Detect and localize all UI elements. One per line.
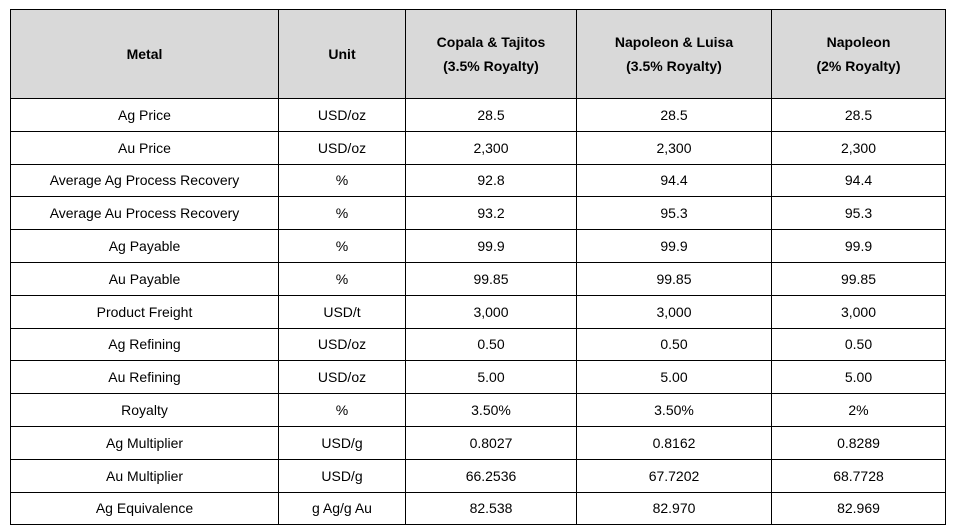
napoleon-luisa-cell: 0.50 <box>577 328 772 361</box>
unit-cell: % <box>279 164 406 197</box>
header-napoleon <box>772 10 946 99</box>
copala-tajitos-cell: 2,300 <box>406 131 577 164</box>
table-row <box>11 295 946 328</box>
unit-cell: USD/g <box>279 459 406 492</box>
napoleon-cell: 0.8289 <box>772 426 946 459</box>
napoleon-cell: 94.4 <box>772 164 946 197</box>
napoleon-luisa-cell: 99.9 <box>577 230 772 263</box>
metal-cell: Ag Price <box>11 99 279 132</box>
metal-cell: Ag Equivalence <box>11 492 279 525</box>
metal-cell: Ag Multiplier <box>11 426 279 459</box>
copala-tajitos-cell: 92.8 <box>406 164 577 197</box>
napoleon-cell: 3,000 <box>772 295 946 328</box>
table-row <box>11 230 946 263</box>
table-row <box>11 492 946 525</box>
header-line: (2% Royalty) <box>816 58 901 74</box>
napoleon-luisa-cell: 82.970 <box>577 492 772 525</box>
metal-cell: Royalty <box>11 394 279 427</box>
copala-tajitos-cell: 0.50 <box>406 328 577 361</box>
header-row <box>11 10 946 99</box>
napoleon-luisa-cell: 3.50% <box>577 394 772 427</box>
header-line: Napoleon & Luisa <box>614 34 734 50</box>
napoleon-luisa-cell: 67.7202 <box>577 459 772 492</box>
table-row <box>11 164 946 197</box>
unit-cell: % <box>279 197 406 230</box>
metal-cell: Au Multiplier <box>11 459 279 492</box>
metal-cell: Average Ag Process Recovery <box>11 164 279 197</box>
copala-tajitos-cell: 0.8027 <box>406 426 577 459</box>
copala-tajitos-cell: 99.9 <box>406 230 577 263</box>
napoleon-cell: 95.3 <box>772 197 946 230</box>
napoleon-cell: 68.7728 <box>772 459 946 492</box>
copala-tajitos-cell: 99.85 <box>406 262 577 295</box>
napoleon-cell: 2,300 <box>772 131 946 164</box>
napoleon-cell: 5.00 <box>772 361 946 394</box>
unit-cell: % <box>279 230 406 263</box>
header-metal: Metal <box>11 10 279 99</box>
unit-cell: USD/oz <box>279 361 406 394</box>
napoleon-luisa-cell: 28.5 <box>577 99 772 132</box>
copala-tajitos-cell: 28.5 <box>406 99 577 132</box>
napoleon-cell: 99.85 <box>772 262 946 295</box>
table-row <box>11 197 946 230</box>
header-line: (3.5% Royalty) <box>626 58 722 74</box>
unit-cell: USD/oz <box>279 131 406 164</box>
unit-cell: USD/t <box>279 295 406 328</box>
napoleon-luisa-cell: 2,300 <box>577 131 772 164</box>
napoleon-luisa-cell: 99.85 <box>577 262 772 295</box>
metal-cell: Ag Payable <box>11 230 279 263</box>
copala-tajitos-cell: 3,000 <box>406 295 577 328</box>
napoleon-luisa-cell: 94.4 <box>577 164 772 197</box>
table-row <box>11 426 946 459</box>
unit-cell: USD/oz <box>279 328 406 361</box>
table-row <box>11 328 946 361</box>
copala-tajitos-cell: 82.538 <box>406 492 577 525</box>
copala-tajitos-cell: 93.2 <box>406 197 577 230</box>
unit-cell: USD/g <box>279 426 406 459</box>
header-napoleon-luisa <box>577 10 772 99</box>
header-line: (3.5% Royalty) <box>443 58 539 74</box>
metal-cell: Average Au Process Recovery <box>11 197 279 230</box>
table-row <box>11 394 946 427</box>
table-row <box>11 99 946 132</box>
napoleon-cell: 28.5 <box>772 99 946 132</box>
metal-cell: Ag Refining <box>11 328 279 361</box>
copala-tajitos-cell: 5.00 <box>406 361 577 394</box>
metal-cell: Au Price <box>11 131 279 164</box>
header-copala-tajitos <box>406 10 577 99</box>
metal-cell: Product Freight <box>11 295 279 328</box>
table-row <box>11 459 946 492</box>
napoleon-luisa-cell: 95.3 <box>577 197 772 230</box>
unit-cell: USD/oz <box>279 99 406 132</box>
napoleon-cell: 82.969 <box>772 492 946 525</box>
unit-cell: % <box>279 394 406 427</box>
header-unit: Unit <box>279 10 406 99</box>
unit-cell: % <box>279 262 406 295</box>
metal-cell: Au Refining <box>11 361 279 394</box>
header-line: Copala & Tajitos <box>436 34 546 50</box>
table-row <box>11 131 946 164</box>
napoleon-luisa-cell: 3,000 <box>577 295 772 328</box>
header-line: Napoleon <box>826 34 891 50</box>
copala-tajitos-cell: 3.50% <box>406 394 577 427</box>
napoleon-luisa-cell: 5.00 <box>577 361 772 394</box>
metal-assumptions-table <box>10 9 946 525</box>
napoleon-cell: 2% <box>772 394 946 427</box>
napoleon-luisa-cell: 0.8162 <box>577 426 772 459</box>
unit-cell: g Ag/g Au <box>279 492 406 525</box>
table-row <box>11 262 946 295</box>
table-row <box>11 361 946 394</box>
napoleon-cell: 0.50 <box>772 328 946 361</box>
napoleon-cell: 99.9 <box>772 230 946 263</box>
copala-tajitos-cell: 66.2536 <box>406 459 577 492</box>
metal-cell: Au Payable <box>11 262 279 295</box>
